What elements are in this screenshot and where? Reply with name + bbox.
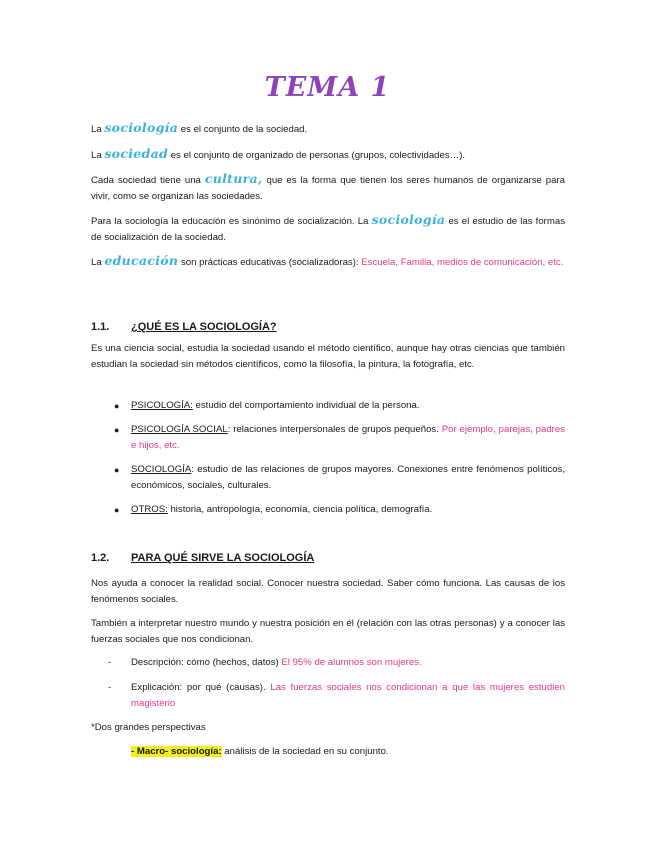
bullet-dot: ● [114, 401, 120, 411]
section-heading-1-2 [91, 550, 314, 566]
section-1-2-paragraph-2: También a interpretar nuestro mundo y nuestra posición en él (relación con las otras personas) y a conocer las fuerzas sociales que nos condicionan. [91, 618, 565, 645]
bullet-otros [131, 502, 565, 518]
bullet-highlight: Por ejemplo, parejas, padres e hijos, etc. [131, 424, 566, 451]
text: La [91, 124, 102, 135]
dash-marker: - [108, 657, 112, 668]
keyword-cultura: cultura, [204, 171, 263, 186]
section-number: 1.2. [91, 552, 110, 564]
paragraph-socializacion [91, 212, 565, 246]
keyword-sociologia: sociología [104, 120, 179, 135]
section-1-1-body: Es una ciencia social, estudia la sociedad usando el método científico, aunque hay otras ciencias que también estudian la sociedad sin métodos científicos, como la filosofía, la pintura, la fotografía, etc. [91, 343, 565, 370]
text: es el estudio de las formas de socialización de la sociedad. [91, 216, 565, 243]
bullet-term: OTROS: [131, 504, 168, 515]
keyword-educacion: educación [104, 253, 179, 268]
text: es el conjunto de organizado de personas (grupos, colectividades…). [170, 150, 466, 161]
text: La [91, 257, 102, 268]
highlight-text: Escuela, Familia, medios de comunicación, etc. [361, 257, 564, 268]
dash-highlight: El 95% de alumnos son mujeres. [281, 657, 422, 668]
bullet-text: historia, antropología, economía, ciencia política, demografía. [170, 504, 433, 515]
text: La [91, 150, 102, 161]
section-1-2-paragraph-1: Nos ayuda a conocer la realidad social. Conocer nuestra sociedad. Saber cómo funciona. Las causas de los fenómenos sociales. [91, 578, 565, 605]
paragraph-sociedad-def [91, 146, 565, 164]
keyword-sociologia-2: sociología [371, 212, 446, 227]
keyword-sociedad: sociedad [104, 146, 169, 161]
bullet-psicologia-social [131, 422, 565, 454]
dash-text: Descripción: cómo (hechos, datos) [131, 657, 279, 668]
paragraph-sociologia-def [91, 120, 565, 138]
text: Para la sociología la educación es sinónimo de socialización. La [91, 216, 369, 227]
text: son prácticas educativas (socializadoras): [181, 257, 359, 268]
document-title: TEMA 1 [264, 72, 391, 103]
perspectives-note: *Dos grandes perspectivas [91, 722, 206, 733]
highlighted-label: - Macro- sociología: [131, 746, 222, 757]
bullet-text: : estudio de las relaciones de grupos mayores. Conexiones entre fenómenos políticos, económicos, sociales, culturales. [131, 464, 565, 491]
text: es el conjunto de la sociedad. [180, 124, 308, 135]
dash-item-explicacion [131, 680, 565, 712]
bullet-text: estudio del comportamiento individual de la persona. [195, 400, 420, 411]
bullet-dot: ● [114, 425, 120, 435]
bullet-dot: ● [114, 465, 120, 475]
section-title: ¿QUÉ ES LA SOCIOLOGÍA? [131, 321, 277, 333]
bullet-dot: ● [114, 505, 120, 515]
paragraph-cultura-def [91, 171, 565, 205]
bullet-sociologia [131, 462, 565, 494]
bullet-text: : relaciones interpersonales de grupos pequeños. [227, 424, 439, 435]
bullet-term: PSICOLOGÍA SOCIAL [131, 424, 228, 435]
paragraph-educacion-def [91, 253, 565, 271]
dash-highlight: Las fuerzas sociales nos condicionan a que las mujeres estudien magisterio [131, 682, 565, 709]
dash-text: Explicación: por qué (causas). [131, 682, 266, 693]
section-heading-1-1 [91, 319, 277, 335]
bullet-term: PSICOLOGÍA: [131, 400, 193, 411]
macro-sociologia-item [131, 744, 565, 760]
bullet-term: SOCIOLOGÍA [131, 464, 192, 475]
dash-item-descripcion [131, 655, 565, 671]
macro-text: análisis de la sociedad en su conjunto. [224, 746, 389, 757]
text: que es la forma que tienen los seres humanos de organizarse para vivir, como se organizan las sociedades. [91, 175, 565, 202]
bullet-psicologia [131, 398, 565, 414]
section-number: 1.1. [91, 321, 110, 333]
section-title: PARA QUÉ SIRVE LA SOCIOLOGÍA [131, 552, 315, 564]
text: Cada sociedad tiene una [91, 175, 201, 186]
dash-marker: - [108, 682, 112, 693]
